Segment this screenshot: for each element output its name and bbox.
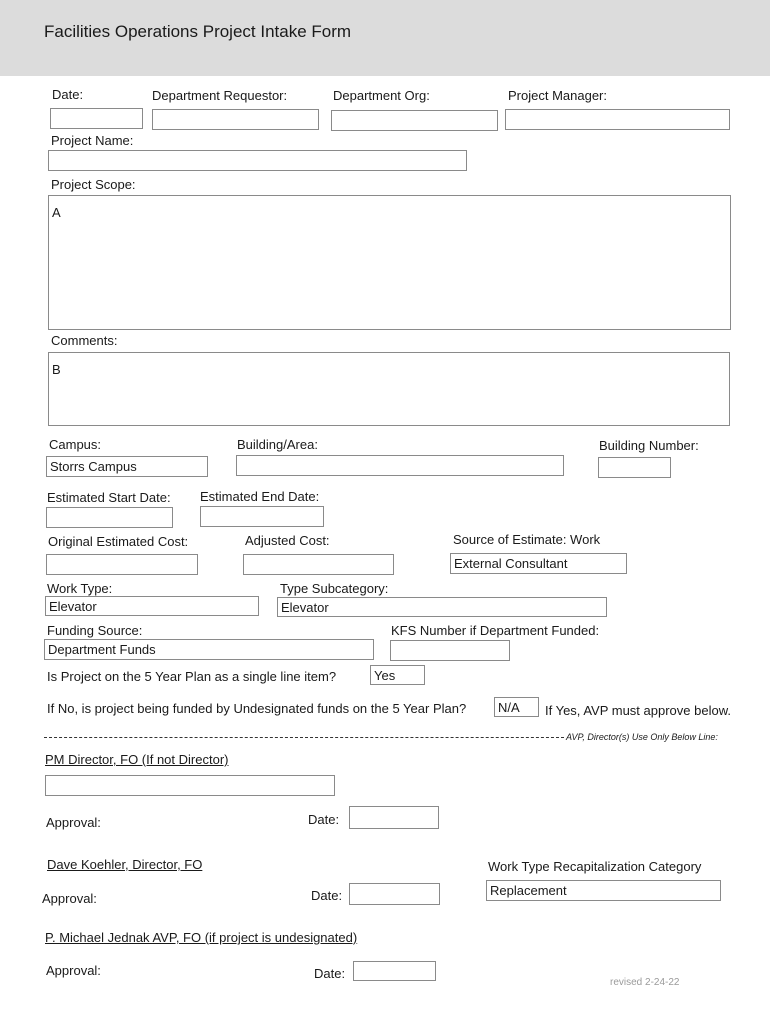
avp-approval-label: Approval: xyxy=(46,963,101,978)
work-type-label: Work Type: xyxy=(47,581,113,596)
project-name-field[interactable] xyxy=(48,150,467,171)
adj-cost-label: Adjusted Cost: xyxy=(245,533,330,548)
adj-cost-field[interactable] xyxy=(243,554,394,575)
pm-director-field[interactable] xyxy=(45,775,335,796)
kfs-number-field[interactable] xyxy=(390,640,510,661)
work-type-field[interactable]: Elevator xyxy=(45,596,259,616)
comments-field[interactable]: B xyxy=(48,352,730,426)
orig-cost-field[interactable] xyxy=(46,554,198,575)
divider-text: AVP, Director(s) Use Only Below Line: xyxy=(566,732,718,742)
pm-date-field[interactable] xyxy=(349,806,439,829)
director-date-field[interactable] xyxy=(349,883,440,905)
building-area-field[interactable] xyxy=(236,455,564,476)
project-manager-field[interactable] xyxy=(505,109,730,130)
divider-line xyxy=(44,732,718,742)
type-subcat-field[interactable]: Elevator xyxy=(277,597,607,617)
avp-date-label: Date: xyxy=(314,966,346,981)
est-start-label: Estimated Start Date: xyxy=(47,490,171,505)
dept-requestor-label: Department Requestor: xyxy=(152,88,288,103)
date-field[interactable] xyxy=(50,108,143,129)
building-number-label: Building Number: xyxy=(599,438,699,453)
est-start-field[interactable] xyxy=(46,507,173,528)
avp-date-field[interactable] xyxy=(353,961,436,981)
recap-label: Work Type Recapitalization Category xyxy=(488,859,702,874)
five-year-field[interactable]: Yes xyxy=(370,665,425,685)
revised-note: revised 2-24-22 xyxy=(610,977,680,988)
dept-org-label: Department Org: xyxy=(333,88,430,103)
project-manager-label: Project Manager: xyxy=(508,88,607,103)
date-label: Date: xyxy=(52,87,84,102)
director-approval-label: Approval: xyxy=(42,891,97,906)
director-date-label: Date: xyxy=(311,888,343,903)
five-year-label: Is Project on the 5 Year Plan as a single line item? xyxy=(47,669,337,684)
form-title: Facilities Operations Project Intake Form xyxy=(44,22,352,41)
funding-source-label: Funding Source: xyxy=(47,623,143,638)
pm-approval-label: Approval: xyxy=(46,815,101,830)
est-end-field[interactable] xyxy=(200,506,324,527)
campus-field[interactable]: Storrs Campus xyxy=(46,456,208,477)
est-end-label: Estimated End Date: xyxy=(200,489,320,504)
project-scope-field[interactable]: A xyxy=(48,195,731,330)
avp-note: If Yes, AVP must approve below. xyxy=(545,703,731,718)
pm-date-label: Date: xyxy=(308,812,340,827)
project-name-label: Project Name: xyxy=(51,133,134,148)
undesignated-label: If No, is project being funded by Undesignated funds on the 5 Year Plan? xyxy=(47,701,467,716)
undesignated-field[interactable]: N/A xyxy=(494,697,539,717)
director-heading: Dave Koehler, Director, FO xyxy=(47,857,203,872)
comments-label: Comments: xyxy=(51,333,118,348)
dept-org-field[interactable] xyxy=(331,110,498,131)
dept-requestor-field[interactable] xyxy=(152,109,319,130)
orig-cost-label: Original Estimated Cost: xyxy=(48,534,189,549)
project-scope-label: Project Scope: xyxy=(51,177,136,192)
building-area-label: Building/Area: xyxy=(237,437,318,452)
funding-source-field[interactable]: Department Funds xyxy=(44,639,374,660)
header-bar xyxy=(0,0,770,76)
building-number-field[interactable] xyxy=(598,457,671,478)
source-estimate-field[interactable]: External Consultant xyxy=(450,553,627,574)
pm-director-heading: PM Director, FO (If not Director) xyxy=(45,752,229,767)
recap-field[interactable]: Replacement xyxy=(486,880,721,901)
campus-label: Campus: xyxy=(49,437,102,452)
avp-heading: P. Michael Jednak AVP, FO (if project is undesignated) xyxy=(45,930,358,945)
type-subcat-label: Type Subcategory: xyxy=(280,581,389,596)
source-estimate-label: Source of Estimate: Work xyxy=(453,532,601,547)
kfs-label: KFS Number if Department Funded: xyxy=(391,623,600,638)
